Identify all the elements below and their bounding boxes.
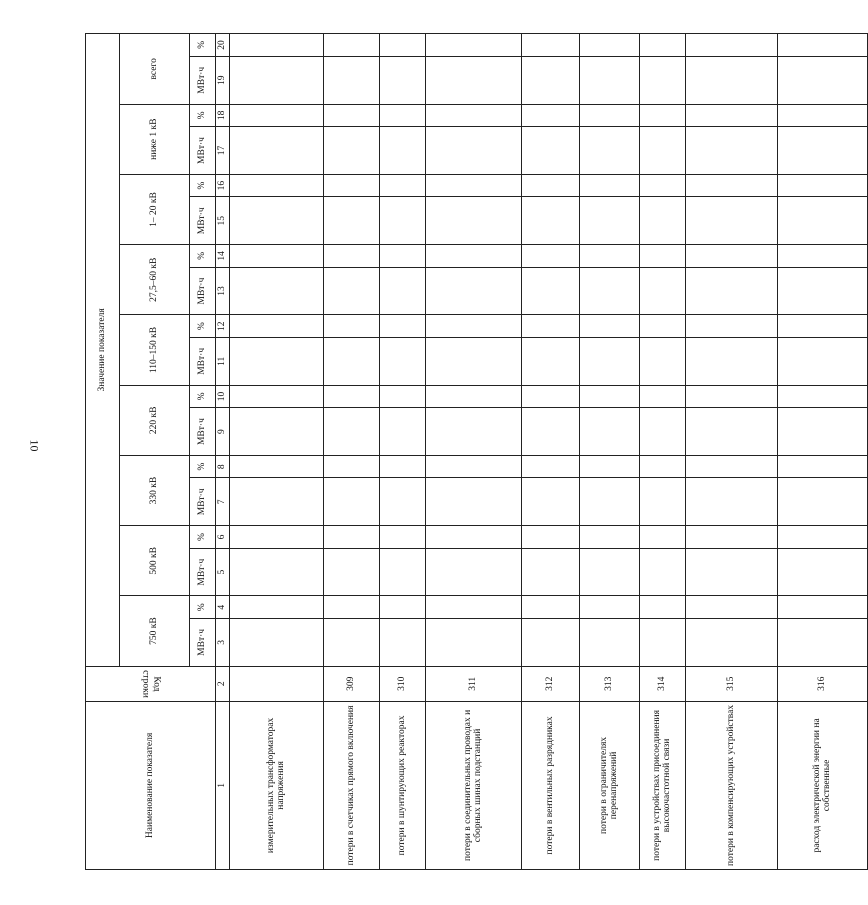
value-cell bbox=[521, 337, 579, 385]
value-cell bbox=[639, 245, 685, 268]
unit-percent: % bbox=[190, 104, 216, 127]
value-cell bbox=[425, 127, 521, 175]
unit-percent: % bbox=[190, 315, 216, 338]
value-cell bbox=[639, 267, 685, 315]
value-cell bbox=[521, 548, 579, 596]
value-cell bbox=[777, 56, 867, 104]
value-cell bbox=[229, 315, 323, 338]
value-cell bbox=[425, 548, 521, 596]
indicator-name: потери в компенсирующих устройствах bbox=[685, 701, 777, 869]
col-code-header bbox=[86, 666, 216, 701]
value-cell bbox=[579, 315, 639, 338]
row-code: 316 bbox=[777, 666, 867, 701]
value-cell bbox=[425, 408, 521, 456]
column-number: 18 bbox=[216, 104, 230, 127]
column-number: 1 bbox=[216, 701, 230, 869]
column-number: 12 bbox=[216, 315, 230, 338]
value-cell bbox=[229, 174, 323, 197]
column-number: 6 bbox=[216, 526, 230, 549]
value-cell bbox=[521, 408, 579, 456]
value-cell bbox=[379, 526, 425, 549]
value-cell bbox=[685, 56, 777, 104]
row-code bbox=[229, 666, 323, 701]
value-cell bbox=[229, 455, 323, 478]
unit-mwh: МВт·ч bbox=[190, 337, 216, 385]
unit-percent: % bbox=[190, 245, 216, 268]
value-cell bbox=[379, 385, 425, 408]
value-cell bbox=[229, 337, 323, 385]
group-header: 220 кВ bbox=[120, 385, 190, 455]
value-cell bbox=[425, 619, 521, 667]
value-cell bbox=[425, 104, 521, 127]
group-header: 1– 20 кВ bbox=[120, 174, 190, 244]
value-cell bbox=[639, 337, 685, 385]
value-cell bbox=[685, 127, 777, 175]
value-cell bbox=[579, 526, 639, 549]
value-cell bbox=[379, 34, 425, 57]
value-cell bbox=[639, 127, 685, 175]
value-cell bbox=[323, 245, 379, 268]
row-code: 310 bbox=[379, 666, 425, 701]
column-number: 14 bbox=[216, 245, 230, 268]
value-cell bbox=[579, 619, 639, 667]
value-cell bbox=[579, 267, 639, 315]
value-cell bbox=[229, 197, 323, 245]
value-cell bbox=[425, 34, 521, 57]
value-cell bbox=[229, 245, 323, 268]
row-code: 315 bbox=[685, 666, 777, 701]
column-number: 17 bbox=[216, 127, 230, 175]
value-cell bbox=[639, 596, 685, 619]
value-cell bbox=[685, 267, 777, 315]
value-cell bbox=[639, 315, 685, 338]
value-cell bbox=[579, 174, 639, 197]
unit-percent: % bbox=[190, 526, 216, 549]
column-number: 19 bbox=[216, 56, 230, 104]
value-cell bbox=[685, 34, 777, 57]
value-cell bbox=[323, 619, 379, 667]
value-cell bbox=[685, 526, 777, 549]
value-cell bbox=[379, 548, 425, 596]
value-cell bbox=[777, 385, 867, 408]
indicator-name: измерительных трансформаторах напряжения bbox=[229, 701, 323, 869]
value-cell bbox=[521, 34, 579, 57]
value-cell bbox=[685, 104, 777, 127]
rotated-table-wrapper bbox=[85, 33, 833, 870]
value-cell bbox=[639, 56, 685, 104]
value-cell bbox=[425, 596, 521, 619]
group-header: 750 кВ bbox=[120, 596, 190, 666]
group-header: 330 кВ bbox=[120, 455, 190, 525]
column-number: 13 bbox=[216, 267, 230, 315]
unit-mwh: МВт·ч bbox=[190, 197, 216, 245]
value-cell bbox=[777, 267, 867, 315]
value-cell bbox=[425, 56, 521, 104]
value-cell bbox=[579, 385, 639, 408]
value-cell bbox=[521, 104, 579, 127]
table-row bbox=[685, 34, 777, 870]
group-header: 500 кВ bbox=[120, 526, 190, 596]
header-row-title bbox=[86, 34, 120, 870]
value-cell bbox=[521, 455, 579, 478]
table-row bbox=[777, 34, 867, 870]
value-cell bbox=[323, 104, 379, 127]
value-cell bbox=[579, 596, 639, 619]
value-cell bbox=[229, 619, 323, 667]
column-number: 8 bbox=[216, 455, 230, 478]
value-cell bbox=[579, 104, 639, 127]
value-cell bbox=[379, 104, 425, 127]
value-cell bbox=[425, 478, 521, 526]
value-cell bbox=[579, 197, 639, 245]
value-cell bbox=[379, 619, 425, 667]
values-header: Значение показателя bbox=[86, 34, 120, 667]
value-cell bbox=[521, 315, 579, 338]
value-cell bbox=[323, 337, 379, 385]
value-cell bbox=[685, 337, 777, 385]
table-row bbox=[323, 34, 379, 870]
col-name-header: Наименование показателя bbox=[86, 701, 216, 869]
column-number: 3 bbox=[216, 619, 230, 667]
indicators-table bbox=[85, 33, 868, 870]
value-cell bbox=[685, 385, 777, 408]
indicator-name: потери в вентильных разрядниках bbox=[521, 701, 579, 869]
value-cell bbox=[521, 127, 579, 175]
unit-mwh: МВт·ч bbox=[190, 478, 216, 526]
value-cell bbox=[323, 596, 379, 619]
value-cell bbox=[639, 385, 685, 408]
value-cell bbox=[379, 197, 425, 245]
value-cell bbox=[229, 596, 323, 619]
group-header: 27,5–60 кВ bbox=[120, 245, 190, 315]
value-cell bbox=[685, 315, 777, 338]
value-cell bbox=[685, 408, 777, 456]
column-number: 11 bbox=[216, 337, 230, 385]
value-cell bbox=[777, 596, 867, 619]
value-cell bbox=[379, 174, 425, 197]
row-code: 312 bbox=[521, 666, 579, 701]
value-cell bbox=[685, 596, 777, 619]
value-cell bbox=[323, 56, 379, 104]
value-cell bbox=[521, 385, 579, 408]
value-cell bbox=[579, 127, 639, 175]
column-number: 4 bbox=[216, 596, 230, 619]
column-number: 9 bbox=[216, 408, 230, 456]
value-cell bbox=[777, 408, 867, 456]
value-cell bbox=[639, 455, 685, 478]
unit-mwh: МВт·ч bbox=[190, 267, 216, 315]
value-cell bbox=[639, 104, 685, 127]
value-cell bbox=[777, 34, 867, 57]
value-cell bbox=[639, 619, 685, 667]
value-cell bbox=[379, 408, 425, 456]
column-number: 16 bbox=[216, 174, 230, 197]
value-cell bbox=[777, 315, 867, 338]
table-row bbox=[579, 34, 639, 870]
value-cell bbox=[777, 337, 867, 385]
value-cell bbox=[425, 526, 521, 549]
indicator-name: потери в устройствах присоединения высокочастотной связи bbox=[639, 701, 685, 869]
value-cell bbox=[425, 455, 521, 478]
column-number: 7 bbox=[216, 478, 230, 526]
value-cell bbox=[639, 34, 685, 57]
value-cell bbox=[639, 478, 685, 526]
value-cell bbox=[579, 478, 639, 526]
value-cell bbox=[777, 548, 867, 596]
value-cell bbox=[521, 56, 579, 104]
indicator-name: потери в счетчиках прямого включения bbox=[323, 701, 379, 869]
value-cell bbox=[777, 455, 867, 478]
value-cell bbox=[777, 174, 867, 197]
value-cell bbox=[323, 174, 379, 197]
value-cell bbox=[685, 548, 777, 596]
indicator-name: потери в соединительных проводах и сборных шинах подстанций bbox=[425, 701, 521, 869]
value-cell bbox=[579, 34, 639, 57]
value-cell bbox=[323, 267, 379, 315]
value-cell bbox=[685, 619, 777, 667]
value-cell bbox=[777, 619, 867, 667]
value-cell bbox=[639, 197, 685, 245]
value-cell bbox=[379, 56, 425, 104]
col-code-header-label: Код строки bbox=[140, 669, 162, 698]
value-cell bbox=[521, 478, 579, 526]
value-cell bbox=[229, 104, 323, 127]
value-cell bbox=[379, 127, 425, 175]
value-cell bbox=[379, 267, 425, 315]
value-cell bbox=[521, 174, 579, 197]
row-code: 311 bbox=[425, 666, 521, 701]
value-cell bbox=[685, 245, 777, 268]
unit-percent: % bbox=[190, 385, 216, 408]
value-cell bbox=[229, 267, 323, 315]
unit-percent: % bbox=[190, 174, 216, 197]
row-code: 314 bbox=[639, 666, 685, 701]
column-number: 2 bbox=[216, 666, 230, 701]
value-cell bbox=[777, 197, 867, 245]
table-row bbox=[379, 34, 425, 870]
indicator-name: потери в шунтирующих реакторах bbox=[379, 701, 425, 869]
value-cell bbox=[323, 408, 379, 456]
column-number: 5 bbox=[216, 548, 230, 596]
table-row bbox=[229, 34, 323, 870]
value-cell bbox=[639, 526, 685, 549]
value-cell bbox=[425, 245, 521, 268]
value-cell bbox=[521, 197, 579, 245]
value-cell bbox=[323, 385, 379, 408]
value-cell bbox=[579, 408, 639, 456]
value-cell bbox=[639, 408, 685, 456]
value-cell bbox=[323, 315, 379, 338]
unit-mwh: МВт·ч bbox=[190, 408, 216, 456]
value-cell bbox=[425, 267, 521, 315]
value-cell bbox=[777, 127, 867, 175]
value-cell bbox=[379, 337, 425, 385]
page-number: 10 bbox=[27, 439, 42, 452]
unit-mwh: МВт·ч bbox=[190, 56, 216, 104]
value-cell bbox=[323, 127, 379, 175]
unit-percent: % bbox=[190, 34, 216, 57]
value-cell bbox=[579, 548, 639, 596]
value-cell bbox=[323, 34, 379, 57]
value-cell bbox=[685, 197, 777, 245]
unit-mwh: МВт·ч bbox=[190, 548, 216, 596]
value-cell bbox=[425, 197, 521, 245]
unit-percent: % bbox=[190, 596, 216, 619]
value-cell bbox=[685, 455, 777, 478]
column-number: 15 bbox=[216, 197, 230, 245]
value-cell bbox=[521, 619, 579, 667]
value-cell bbox=[639, 174, 685, 197]
value-cell bbox=[425, 174, 521, 197]
value-cell bbox=[777, 104, 867, 127]
value-cell bbox=[229, 385, 323, 408]
value-cell bbox=[425, 385, 521, 408]
table-row bbox=[425, 34, 521, 870]
table-row bbox=[639, 34, 685, 870]
value-cell bbox=[229, 56, 323, 104]
group-header: 110–150 кВ bbox=[120, 315, 190, 385]
value-cell bbox=[323, 197, 379, 245]
value-cell bbox=[229, 127, 323, 175]
value-cell bbox=[521, 245, 579, 268]
value-cell bbox=[229, 478, 323, 526]
table-row bbox=[521, 34, 579, 870]
value-cell bbox=[379, 315, 425, 338]
value-cell bbox=[379, 478, 425, 526]
unit-percent: % bbox=[190, 455, 216, 478]
group-header: ниже 1 кВ bbox=[120, 104, 190, 174]
value-cell bbox=[639, 548, 685, 596]
value-cell bbox=[579, 337, 639, 385]
value-cell bbox=[521, 526, 579, 549]
value-cell bbox=[323, 455, 379, 478]
group-header: всего bbox=[120, 34, 190, 105]
value-cell bbox=[521, 267, 579, 315]
value-cell bbox=[323, 526, 379, 549]
value-cell bbox=[579, 245, 639, 268]
value-cell bbox=[521, 596, 579, 619]
value-cell bbox=[425, 337, 521, 385]
row-code: 313 bbox=[579, 666, 639, 701]
value-cell bbox=[777, 526, 867, 549]
unit-mwh: МВт·ч bbox=[190, 127, 216, 175]
value-cell bbox=[323, 478, 379, 526]
column-number: 10 bbox=[216, 385, 230, 408]
value-cell bbox=[229, 408, 323, 456]
value-cell bbox=[379, 596, 425, 619]
value-cell bbox=[685, 478, 777, 526]
value-cell bbox=[685, 174, 777, 197]
value-cell bbox=[229, 548, 323, 596]
value-cell bbox=[579, 455, 639, 478]
header-row-numbers bbox=[216, 34, 230, 870]
value-cell bbox=[229, 34, 323, 57]
value-cell bbox=[425, 315, 521, 338]
value-cell bbox=[379, 245, 425, 268]
value-cell bbox=[579, 56, 639, 104]
indicator-name: потери в ограничителях перенапряжений bbox=[579, 701, 639, 869]
value-cell bbox=[323, 548, 379, 596]
value-cell bbox=[379, 455, 425, 478]
indicator-name: расход электрической энергии на собственные bbox=[777, 701, 867, 869]
column-number: 20 bbox=[216, 34, 230, 57]
value-cell bbox=[229, 526, 323, 549]
unit-mwh: МВт·ч bbox=[190, 619, 216, 667]
value-cell bbox=[777, 245, 867, 268]
value-cell bbox=[777, 478, 867, 526]
row-code: 309 bbox=[323, 666, 379, 701]
